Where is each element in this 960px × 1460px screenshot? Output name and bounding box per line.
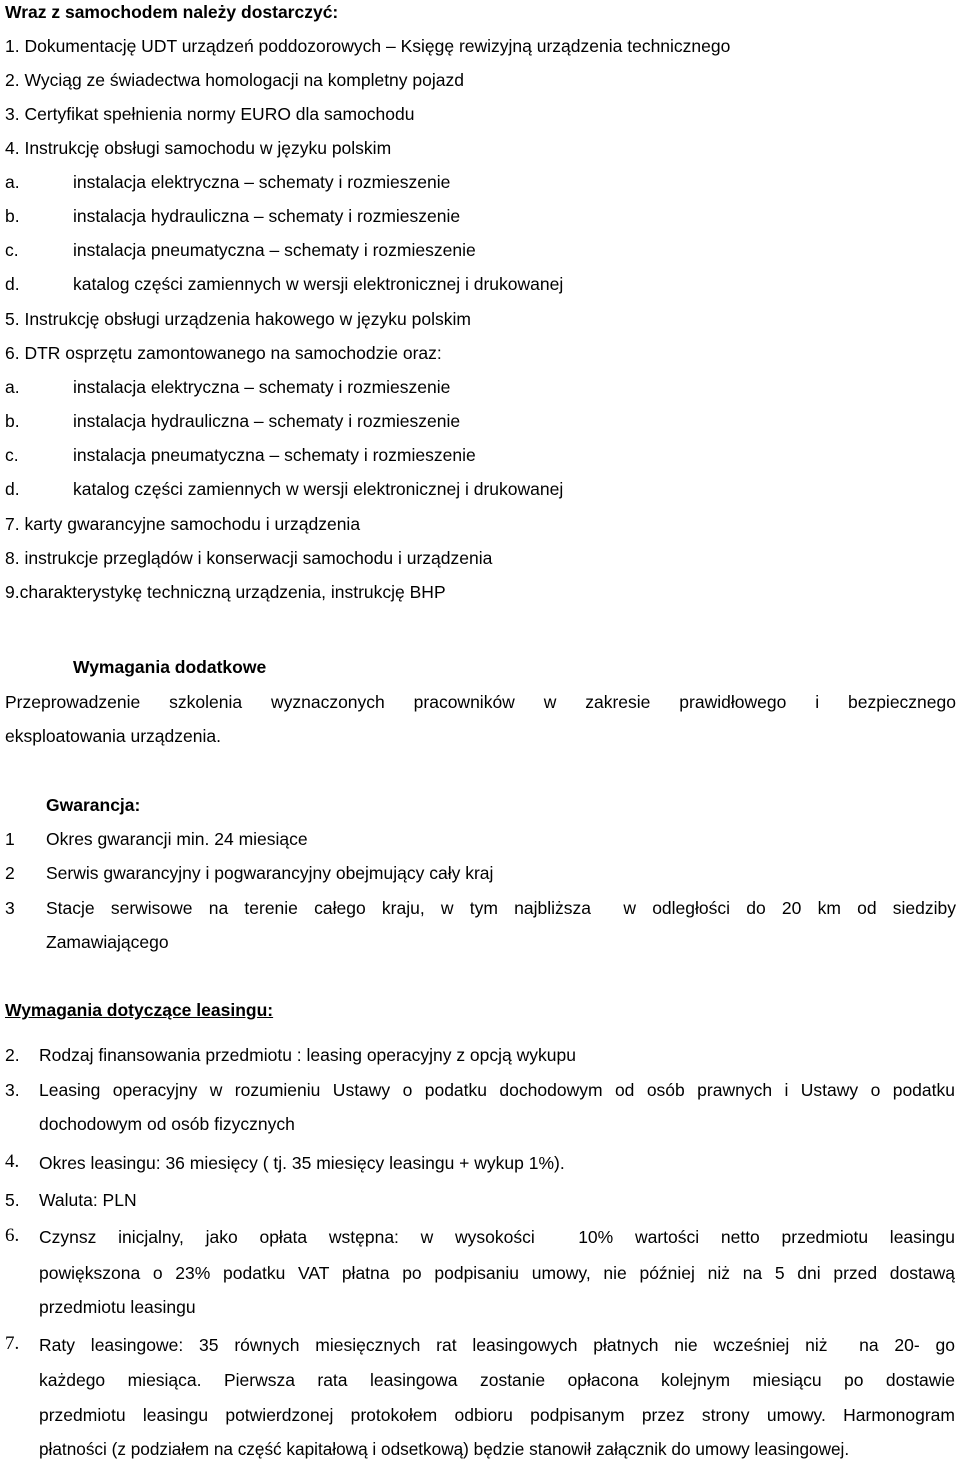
sub-item-text: instalacja hydrauliczna – schematy i rozmieszenie — [73, 411, 461, 431]
additional-heading: Wymagania dodatkowe — [73, 657, 267, 677]
leasing-item-text: Waluta: PLN — [39, 1190, 137, 1210]
leasing-item-number: 6. — [5, 1225, 20, 1246]
warranty-heading: Gwarancja: — [46, 795, 141, 815]
additional-text-line: Przeprowadzenie szkolenia wyznaczonych pracowników w zakresie prawidłowego i bezpiecznego — [5, 692, 956, 712]
warranty-item-number: 1 — [5, 829, 15, 849]
sub-item-text: instalacja pneumatyczna – schematy i rozmieszenie — [73, 240, 476, 260]
warranty-item-number: 3 — [5, 898, 15, 918]
sub-item-text: instalacja hydrauliczna – schematy i rozmieszenie — [73, 206, 461, 226]
leasing-item-number: 7. — [5, 1333, 20, 1354]
leasing-heading: Wymagania dotyczące leasingu: — [5, 1000, 274, 1020]
leasing-item-number: 4. — [5, 1151, 20, 1172]
list-item: 4. Instrukcję obsługi samochodu w języku polskim — [5, 138, 392, 158]
leasing-item-text: każdego miesiąca. Pierwsza rata leasingowa zostanie opłacona kolejnym miesiącu po dostawie — [39, 1370, 955, 1390]
list-item: 1. Dokumentację UDT urządzeń poddozorowych – Księgę rewizyjną urządzenia technicznego — [5, 36, 731, 56]
leasing-item-text: płatności (z podziałem na część kapitałową i odsetkową) będzie stanowił załącznik do umowy leasingowej. — [39, 1439, 850, 1459]
leasing-item-text: Rodzaj finansowania przedmiotu : leasing operacyjny z opcją wykupu — [39, 1045, 576, 1065]
sub-item-marker: d. — [5, 274, 20, 294]
leasing-item-text: Raty leasingowe: 35 równych miesięcznych rat leasingowych płatnych nie wcześniej niż na 20- go — [39, 1335, 955, 1355]
sub-item-marker: b. — [5, 411, 20, 431]
delivery-heading: Wraz z samochodem należy dostarczyć: — [5, 2, 339, 22]
leasing-item-number: 5. — [5, 1190, 20, 1210]
warranty-item-text: Stacje serwisowe na terenie całego kraju, w tym najbliższa w odległości do 20 km od siedziby — [46, 898, 956, 918]
list-item: 9.charakterystykę techniczną urządzenia, instrukcję BHP — [5, 582, 446, 602]
leasing-item-text: przedmiotu leasingu potwierdzonej protokołem odbioru podpisanym przez strony umowy. Harmonogram — [39, 1405, 955, 1425]
leasing-item-text: dochodowym od osób fizycznych — [39, 1114, 295, 1134]
leasing-item-text: Okres leasingu: 36 miesięcy ( tj. 35 miesięcy leasingu + wykup 1%). — [39, 1153, 565, 1173]
warranty-item-text: Serwis gwarancyjny i pogwarancyjny obejmujący cały kraj — [46, 863, 494, 883]
list-item: 8. instrukcje przeglądów i konserwacji samochodu i urządzenia — [5, 548, 493, 568]
warranty-item-text: Okres gwarancji min. 24 miesiące — [46, 829, 308, 849]
list-item: 6. DTR osprzętu zamontowanego na samochodzie oraz: — [5, 343, 442, 363]
sub-item-marker: c. — [5, 445, 19, 465]
sub-item-marker: b. — [5, 206, 20, 226]
warranty-item-number: 2 — [5, 863, 15, 883]
leasing-item-text: Czynsz inicjalny, jako opłata wstępna: w wysokości 10% wartości netto przedmiotu leasingu — [39, 1227, 955, 1247]
list-item: 5. Instrukcję obsługi urządzenia hakowego w języku polskim — [5, 309, 471, 329]
sub-item-marker: c. — [5, 240, 19, 260]
list-item: 2. Wyciąg ze świadectwa homologacji na kompletny pojazd — [5, 70, 464, 90]
leasing-item-text: powiększona o 23% podatku VAT płatna po podpisaniu umowy, nie później niż na 5 dni przed dostawą — [39, 1263, 955, 1283]
sub-item-text: instalacja elektryczna – schematy i rozmieszenie — [73, 172, 451, 192]
sub-item-marker: a. — [5, 172, 20, 192]
sub-item-text: instalacja elektryczna – schematy i rozmieszenie — [73, 377, 451, 397]
sub-item-marker: d. — [5, 479, 20, 499]
leasing-item-number: 3. — [5, 1080, 20, 1100]
list-item: 7. karty gwarancyjne samochodu i urządzenia — [5, 514, 361, 534]
sub-item-text: instalacja pneumatyczna – schematy i rozmieszenie — [73, 445, 476, 465]
warranty-item-text: Zamawiającego — [46, 932, 169, 952]
leasing-item-text: Leasing operacyjny w rozumieniu Ustawy o podatku dochodowym od osób prawnych i Ustawy o podatku — [39, 1080, 955, 1100]
leasing-item-number: 2. — [5, 1045, 20, 1065]
sub-item-marker: a. — [5, 377, 20, 397]
leasing-item-text: przedmiotu leasingu — [39, 1297, 196, 1317]
sub-item-text: katalog części zamiennych w wersji elektronicznej i drukowanej — [73, 274, 564, 294]
additional-text-line: eksploatowania urządzenia. — [5, 726, 221, 746]
sub-item-text: katalog części zamiennych w wersji elektronicznej i drukowanej — [73, 479, 564, 499]
list-item: 3. Certyfikat spełnienia normy EURO dla samochodu — [5, 104, 415, 124]
